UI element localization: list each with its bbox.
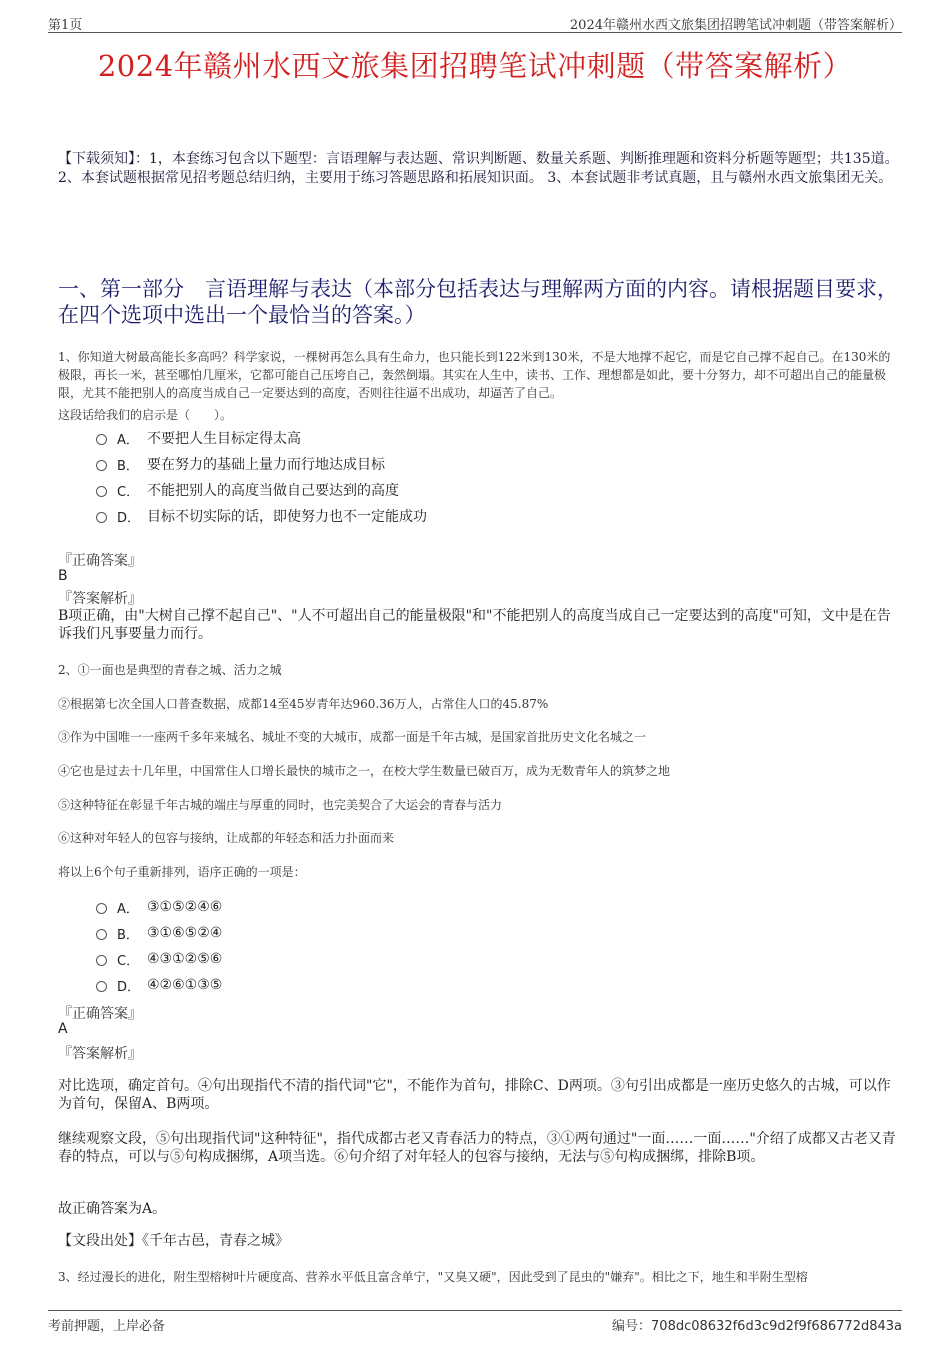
q1-answer-label: 『正确答案』: [58, 553, 142, 569]
q2-line: ⑥这种对年轻人的包容与接纳，让成都的年轻态和活力扑面而来: [58, 831, 395, 845]
q1-options: [96, 425, 427, 529]
footer-slogan: 考前押题，上岸必备: [48, 1319, 166, 1334]
radio-icon[interactable]: [96, 460, 107, 471]
q1-option-d[interactable]: D． 目标不切实际的话，即使努力也不一定能成功: [96, 503, 427, 529]
q2-option-c[interactable]: C． ④③①②⑤⑥: [96, 946, 222, 972]
q1-answer: B: [58, 568, 68, 584]
q2-line: 2、①一面也是典型的青春之城、活力之城: [58, 663, 282, 677]
document-title: 2024年赣州水西文旅集团招聘笔试冲刺题（带答案解析）: [97, 49, 853, 83]
radio-icon[interactable]: [96, 955, 107, 966]
q2-option-a[interactable]: A． ③①⑤②④⑥: [96, 894, 222, 920]
q3-stem: 3、经过漫长的进化，附生型榕树叶片硬度高、营养水平低且富含单宁，"又臭又硬"，因此受到了昆虫的"嫌弃"。相比之下，地生和半附生型榕: [58, 1270, 808, 1284]
radio-icon[interactable]: [96, 929, 107, 940]
q2-line: ⑤这种特征在彰显千年古城的端庄与厚重的同时，也完美契合了大运会的青春与活力: [58, 798, 503, 812]
q2-option-d[interactable]: D． ④②⑥①③⑤: [96, 972, 222, 998]
q2-analysis-para: 对比选项，确定首句。④句出现指代不清的指代词"它"，不能作为首句，排除C、D两项。③句引出成都是一座历史悠久的古城，可以作为首句，保留A、B两项。: [58, 1078, 891, 1112]
q2-option-b[interactable]: B． ③①⑥⑤②④: [96, 920, 222, 946]
q1-stem: 1、你知道大树最高能长多高吗？科学家说，一棵树再怎么具有生命力，也只能长到122米到130米，不是大地撑不起它，而是它自己撑不起自己。在130米的极限，再长一米，甚至哪怕几厘米，它都可能自己压垮自己，轰然倒塌。其实在人生中，读书、工作、理想都是如此，要十分努力，却不可超出自己的能量极限，尤其不能把别人的高度当成自己一定要达到的高度，否则往往逼不出成功，却逼苦了自己。: [58, 350, 891, 400]
q2-analysis-conclusion: 故正确答案为A。: [58, 1201, 167, 1217]
q2-source: 【文段出处】《千年古邑，青春之城》: [58, 1233, 289, 1249]
q2-analysis-para: 继续观察文段，⑤句出现指代词"这种特征"，指代成都古老又青春活力的特点，③①两句通过"一面……一面……"介绍了成都又古老又青春的特点，可以与⑤句构成捆绑，A项当选。⑥句介绍了对年轻人的包容与接纳，无法与⑤句构成捆绑，排除B项。: [58, 1131, 896, 1165]
q2-analysis-label: 『答案解析』: [58, 1046, 142, 1062]
radio-icon[interactable]: [96, 434, 107, 445]
page-number: 第1页: [48, 18, 83, 33]
section-heading: 一、第一部分 言语理解与表达（本部分包括表达与理解两方面的内容。请根据题目要求，在四个选项中选出一个最恰当的答案。）: [58, 277, 898, 327]
page-header: [48, 12, 902, 33]
radio-icon[interactable]: [96, 981, 107, 992]
q1-analysis-label: 『答案解析』: [58, 591, 142, 607]
radio-icon[interactable]: [96, 903, 107, 914]
q2-line: ④它也是过去十几年里，中国常住人口增长最快的城市之一，在校大学生数量已破百万，成为无数青年人的筑梦之地: [58, 764, 671, 778]
q2-line: ③作为中国唯一一座两千多年来城名、城址不变的大城市，成都一面是千年古城，是国家首批历史文化名城之一: [58, 730, 647, 744]
q2-answer: A: [58, 1021, 68, 1037]
download-notice: 【下载须知】：1，本套练习包含以下题型：言语理解与表达题、常识判断题、数量关系题、判断推理题和资料分析题等题型；共135道。 2、本套试题根据常见招考题总结归纳，主要用于练习答题思路和拓展知识面。 3、本套试题非考试真题，且与赣州水西文旅集团无关。: [58, 151, 899, 186]
q1-analysis: B项正确，由"大树自己撑不起自己"、"人不可超出自己的能量极限"和"不能把别人的高度当成自己一定要达到的高度"可知，文中是在告诉我们凡事要量力而行。: [58, 608, 891, 642]
header-doc-title: 2024年赣州水西文旅集团招聘笔试冲刺题（带答案解析）: [569, 18, 902, 33]
page-footer: [48, 1310, 902, 1337]
q1-prompt: 这段话给我们的启示是（ ）。: [58, 408, 233, 422]
footer-code: 编号：708dc08632f6d3c9d2f9f686772d843a: [612, 1319, 902, 1334]
q2-line: ②根据第七次全国人口普查数据，成都14至45岁青年达960.36万人，占常住人口的45.87%: [58, 697, 549, 711]
q2-options: [96, 894, 222, 998]
q2-answer-label: 『正确答案』: [58, 1006, 142, 1022]
radio-icon[interactable]: [96, 512, 107, 523]
q1-option-c[interactable]: C． 不能把别人的高度当做自己要达到的高度: [96, 477, 427, 503]
q2-prompt: 将以上6个句子重新排列，语序正确的一项是：: [58, 865, 306, 879]
q1-option-b[interactable]: B． 要在努力的基础上量力而行地达成目标: [96, 451, 427, 477]
radio-icon[interactable]: [96, 486, 107, 497]
q1-option-a[interactable]: A． 不要把人生目标定得太高: [96, 425, 427, 451]
